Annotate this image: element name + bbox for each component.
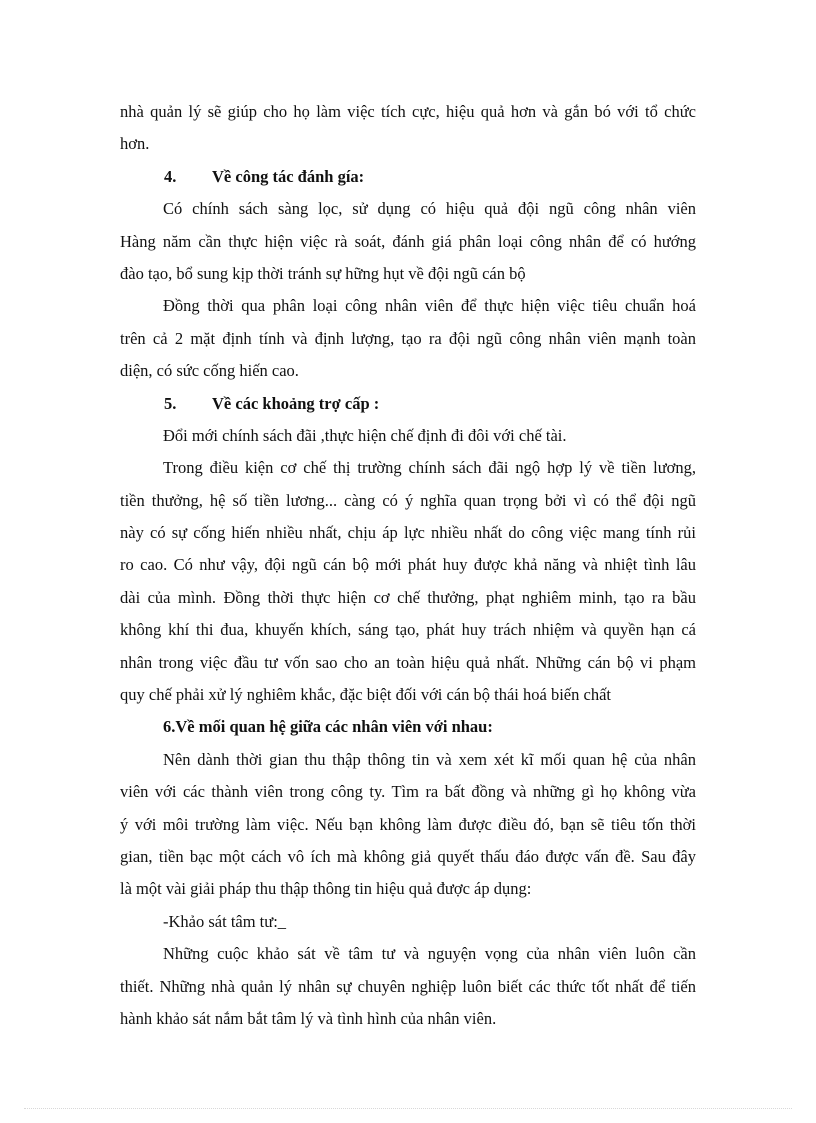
section-title: Về công tác đánh gía: [212,166,365,186]
paragraph-line: ý với môi trường làm việc. Nếu bạn không làm được điều đó, bạn sẽ tiêu tốn thời [120,814,696,834]
paragraph-line: Đồng thời qua phân loại công nhân viên để thực hiện việc tiêu chuẩn hoá [163,296,696,316]
paragraph-line: diện, có sức cống hiến cao. [120,361,299,381]
paragraph-line: dài của mình. Đồng thời thực hiện cơ chế thưởng, phạt nghiêm minh, tạo ra bầu [120,587,696,607]
section-heading-4 [120,161,696,193]
section-heading-6: 6.Về mối quan hệ giữa các nhân viên với nhau: [163,717,493,737]
paragraph-line: Hàng năm cần thực hiện việc rà soát, đánh giá phân loại công nhân để có hướng [120,231,696,251]
paragraph-line: hành khảo sát nắm bắt tâm lý và tình hình của nhân viên. [120,1008,497,1028]
paragraph-line: nhà quản lý sẽ giúp cho họ làm việc tích cực, hiệu quả hơn và gắn bó với tổ chức [120,102,696,121]
page-bottom-divider [24,1108,792,1109]
section-title: Về các khoảng trợ cấp : [212,393,380,413]
paragraph-line: gian, tiền bạc một cách vô ích mà không giả quyết thấu đáo được vấn đề. Sau đây [120,846,696,866]
subheading-line: -Khảo sát tâm tư:_ [163,911,287,931]
paragraph-line: ro cao. Có như vậy, đội ngũ cán bộ mới phát huy được khả năng và nhiệt tình lâu [120,555,696,575]
section-number: 5. [164,393,177,413]
paragraph-line: Những cuộc khảo sát về tâm tư và nguyện vọng của nhân viên luôn cần [163,944,696,964]
paragraph-line: Có chính sách sàng lọc, sử dụng có hiệu quả đội ngũ công nhân viên [163,199,696,219]
paragraph-line: trên cả 2 mặt định tính và định lượng, tạo ra đội ngũ công nhân viên mạnh toàn [120,328,696,348]
paragraph-line: Nên dành thời gian thu thập thông tin và xem xét kĩ mối quan hệ của nhân [163,749,696,769]
paragraph-line: viên với các thành viên trong công ty. Tìm ra bất đồng và những gì họ không vừa [120,782,696,802]
paragraph-line: thiết. Những nhà quản lý nhân sự chuyên nghiệp luôn biết các thức tốt nhất để tiến [120,976,696,996]
paragraph-line: không khí thi đua, khuyến khích, sáng tạo, phát huy trách nhiệm và quyền hạn cá [120,620,696,640]
section-number: 4. [164,166,177,186]
paragraph-line: nhân trong việc đầu tư vốn sao cho an toàn hiệu quả nhất. Những cán bộ vi phạm [120,652,696,672]
paragraph-line: quy chế phải xử lý nghiêm khắc, đặc biệt đối với cán bộ thái hoá biến chất [120,685,611,705]
paragraph-line: là một vài giải pháp thu thập thông tin hiệu quả được áp dụng: [120,879,532,899]
document-body [120,96,696,1035]
paragraph-line: này có sự cống hiến nhiều nhất, chịu áp lực nhiều nhất do công việc mang tính rủi [120,523,696,543]
section-heading-5 [120,388,696,420]
paragraph-line: Trong điều kiện cơ chế thị trường chính sách đãi ngộ hợp lý về tiền lương, [163,458,696,478]
paragraph-line: đào tạo, bổ sung kịp thời tránh sự hững hụt về đội ngũ cán bộ [120,263,526,283]
paragraph-line: hơn. [120,134,150,154]
paragraph-line: Đổi mới chính sách đãi ,thực hiện chế định đi đôi với chế tài. [163,425,567,445]
paragraph-line: tiền thưởng, hệ số tiền lương... càng có ý nghĩa quan trọng bởi vì có thể đội ngũ [120,490,696,510]
